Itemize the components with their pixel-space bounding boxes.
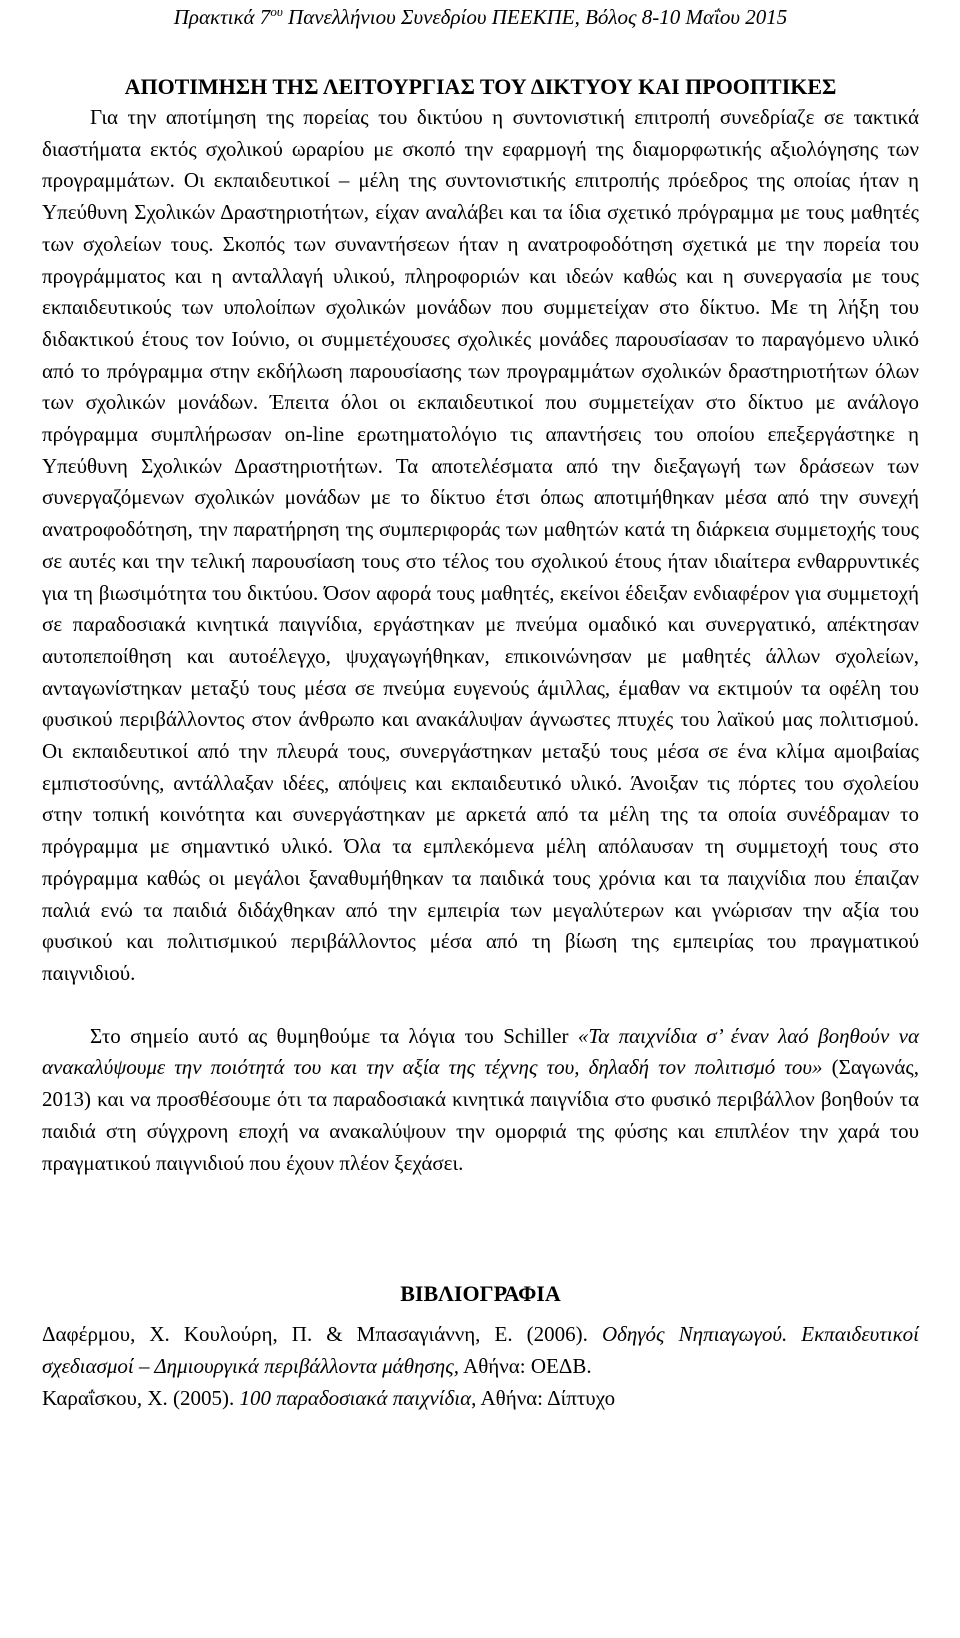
bibliography-entry [42,1319,919,1382]
running-header-prefix: Πρακτικά 7 [173,5,271,29]
ref-authors: Δαφέρμου, Χ. Κουλούρη, Π. & Μπασαγιάννη, Ε. (2006). [42,1322,602,1347]
paragraph-schiller-before: Στο σημείο αυτό ας θυμηθούμε τα λόγια του Schiller [90,1023,578,1048]
running-header-suffix: Πανελλήνιου Συνεδρίου ΠΕΕΚΠΕ, Βόλος 8-10 Μαΐου 2015 [282,5,788,29]
ref-authors: Καραΐσκου, Χ. (2005). [42,1385,240,1410]
schiller-quote: «Τα παιχνίδια σ’ έναν λαό βοηθούν να ανακαλύψουμε την ποιότητά του και την αξία της τέχνης του, δηλαδή τον πολιτισμό του» [42,1023,919,1080]
ref-title: 100 παραδοσιακά παιχνίδια [239,1385,472,1410]
section-title: ΑΠΟΤΙΜΗΣΗ ΤΗΣ ΛΕΙΤΟΥΡΓΙΑΣ ΤΟΥ ΔΙΚΤΥΟΥ ΚΑΙ ΠΡΟΟΠΤΙΚΕΣ [124,74,837,99]
ref-title: Οδηγός Νηπιαγωγού. Εκπαιδευτικοί σχεδιασμοί – Δημιουργικά περιβάλλοντα μάθησης, [42,1322,920,1378]
ref-publisher: , Αθήνα: Δίπτυχο [471,1385,616,1410]
running-header [42,0,919,32]
bibliography-title: ΒΙΒΛΙΟΓΡΑΦΙΑ [400,1281,561,1307]
paragraph-schiller [42,1021,919,1180]
running-header-superscript: ου [270,4,283,19]
ref-publisher: Αθήνα: ΟΕΔΒ. [458,1353,592,1378]
bibliography-entry [42,1383,919,1415]
paragraph-evaluation: Για την αποτίμηση της πορείας του δικτύου η συντονιστική επιτροπή συνεδρίαζε σε τακτικά διαστήματα εκτός σχολικού ωραρίου με σκοπό την εφαρμογή της διαμορφωτικής αξιολόγησης των προγραμμάτων. Οι εκπαιδευτικοί – μέλη της συντονιστικής επιτροπής πρόεδρος της οποίας ήταν η Υπεύθυνη Σχολικών Δραστηριοτήτων, είχαν αναλάβει και τα ίδια σχετικό πρόγραμμα με τους μαθητές των σχολείων τους. Σκοπός των συναντήσεων ήταν η ανατροφοδότηση σχετικά με την πορεία του προγράμματος και η ανταλλαγή υλικού, πληροφοριών και ιδεών καθώς και η συνεργασία με τους εκπαιδευτικούς των υπολοίπων σχολικών μονάδων που συμμετείχαν στο δίκτυο. Με τη λήξη του διδακτικού έτους τον Ιούνιο, οι συμμετέχουσες σχολικές μονάδες παρουσίασαν το παραγόμενο υλικό από το πρόγραμμα στην εκδήλωση παρουσίασης των προγραμμάτων σχολικών δραστηριοτήτων όλων των σχολικών μονάδων. Έπειτα όλοι οι εκπαιδευτικοί που συμμετείχαν στο δίκτυο με ανάλογο πρόγραμμα συμπλήρωσαν on-line ερωτηματολόγιο τις απαντήσεις του οποίου επεξεργάστηκε η Υπεύθυνη Σχολικών Δραστηριοτήτων. Τα αποτελέσματα από την διεξαγωγή των δράσεων των συνεργαζόμενων σχολικών μονάδων με το δίκτυο έτσι όπως αποτιμήθηκαν μέσα από την συνεχή ανατροφοδότηση, την παρατήρηση της συμπεριφοράς των μαθητών κατά τη διάρκεια συμμετοχής τους σε αυτές και την τελική παρουσίαση τους στο τέλος του σχολικού έτους ήταν ιδιαίτερα ενθαρρυντικές για τη βιωσιμότητα του δικτύου. Όσον αφορά τους μαθητές, εκείνοι έδειξαν ενδιαφέρον για συμμετοχή σε παραδοσιακά κινητικά παιγνίδια, εργάστηκαν με πνεύμα ομαδικό και συνεργατικό, απέκτησαν αυτοπεποίθηση και αυτοέλεγχο, ψυχαγωγήθηκαν, επικοινώνησαν με μαθητές άλλων σχολείων, ανταγωνίστηκαν μεταξύ τους μέσα σε πνεύμα ευγενούς άμιλλας, έμαθαν να εκτιμούν τα οφέλη του φυσικού περιβάλλοντος στον άνθρωπο και ανακάλυψαν άγνωστες πτυχές του λαϊκού μας πολιτισμού. Οι εκπαιδευτικοί από την πλευρά τους, συνεργάστηκαν μεταξύ τους μέσα σε ένα κλίμα αμοιβαίας εμπιστοσύνης, αντάλλαξαν ιδέες, απόψεις και εκπαιδευτικό υλικό. Άνοιξαν τις πόρτες του σχολείου στην τοπική κοινότητα και συνεργάστηκαν με αρκετά από τα μέλη της τα οποία συνέδραμαν το πρόγραμμα με σημαντικό υλικό. Όλα τα εμπλεκόμενα μέλη απόλαυσαν τη συμμετοχή τους στο πρόγραμμα καθώς οι μεγάλοι ξαναθυμήθηκαν τα παιδικά τους χρόνια και τα παιχνίδια που έπαιζαν παλιά ενώ τα παιδιά διδάχθηκαν από την εμπειρία των μεγαλύτερων και γνώρισαν την αξία του φυσικού και πολιτισμικού περιβάλλοντος μέσα από τη βίωση της εμπειρίας του πραγματικού παιγνιδιού. [42,105,919,985]
paragraph-schiller-after: (Σαγωνάς, 2013) και να προσθέσουμε ότι τα παραδοσιακά κινητικά παιγνίδια στο φυσικό περιβάλλον βοηθούν τα παιδιά στη σύγχρονη εποχή να ανακαλύψουν την ομορφιά της φύσης και επιπλέον την χαρά του πραγματικού παιγνιδιού που έχουν πλέον ξεχάσει. [42,1055,919,1175]
